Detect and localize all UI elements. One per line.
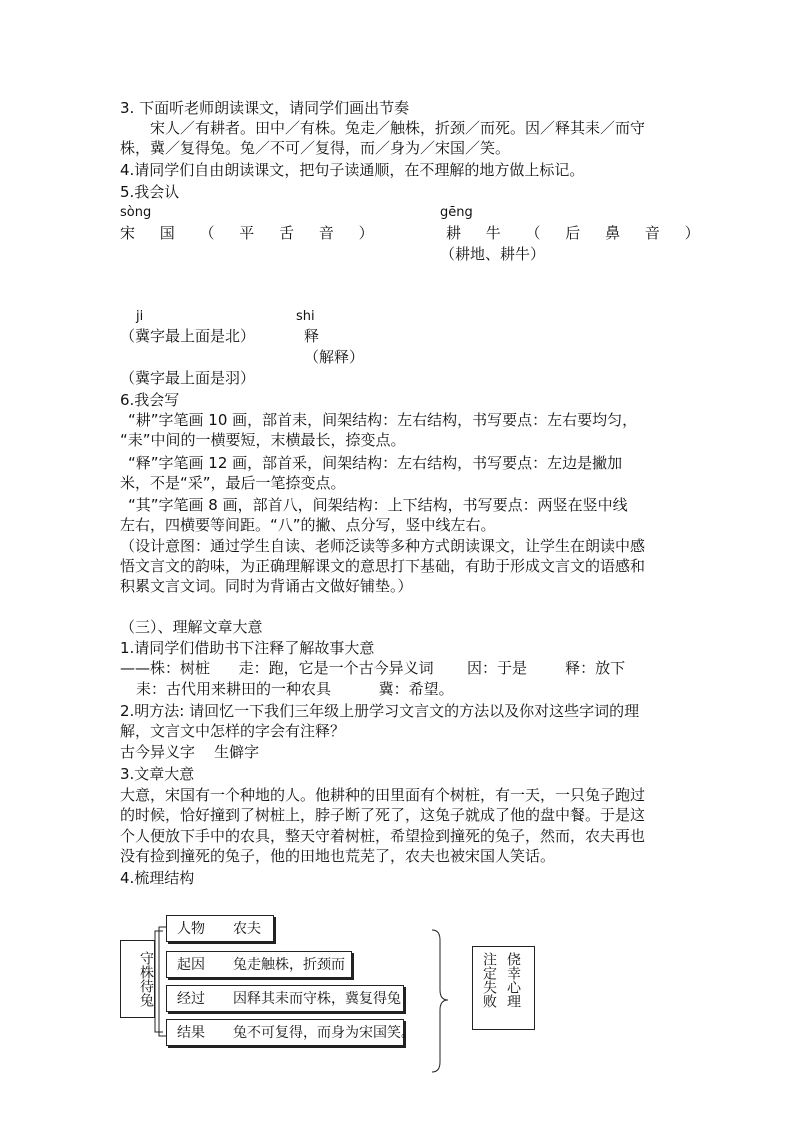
process-value: 因释其耒而守株，冀复得兔	[233, 991, 401, 1007]
section3-heading: 3. 下面听老师朗读课文，请同学们画出节奏	[120, 99, 410, 117]
design-intent-line-1: （设计意图：通过学生自读、老师泛读等多种方式朗读课文，让学生在朗读中感	[120, 537, 646, 555]
process-label: 经过	[177, 991, 205, 1007]
geng-niu-text: 耕 牛 （ 后 鼻 音 ）	[446, 224, 710, 242]
rhythm-line-2: 株，冀／复得兔。兔／不可／复得，而／身为／宋国／笑。	[120, 139, 511, 157]
section4-text: 4.请同学们自由朗读课文，把句子读通顺，在不理解的地方做上标记。	[120, 161, 585, 179]
design-intent-line-3: 积累文言文词。同时为背诵古文做好铺垫。）	[120, 577, 413, 595]
people-value: 农夫	[233, 921, 261, 937]
diagram-title-box	[120, 940, 155, 1018]
outcome-box	[472, 946, 535, 1030]
question-3: 3.文章大意	[120, 765, 195, 783]
question-2-answer: 古今异义字 生僻字	[120, 743, 260, 761]
qi-write-line-2: 左右，四横要等间距。“八”的撇、点分写，竖中线左右。	[120, 516, 496, 534]
result-value: 兔不可复得，而身为宋国笑。	[233, 1025, 415, 1041]
question-2-line-1: 2.明方法: 请回忆一下我们三年级上册学习文言文的方法以及你对这些字词的理	[120, 702, 640, 720]
shi-char: 释	[304, 327, 320, 345]
song-guo-text: 宋 国 （ 平 舌 音 ）	[120, 224, 384, 242]
diagram-title: 守株待兔	[138, 951, 154, 1007]
shi-words: （解释）	[304, 348, 365, 366]
summary-line-4: 没有捡到撞死的兔子，他的田地也荒芜了，农夫也被宋国人笑话。	[120, 847, 556, 865]
geng-write-line-1: “耕”字笔画 10 画，部首耒，间架结构：左右结构，书写要点：左右要均匀，	[128, 411, 638, 429]
shi-write-line-1: “释”字笔画 12 画，部首釆，间架结构：左右结构，书写要点：左边是撇加	[128, 454, 623, 472]
start-label: 起因	[177, 957, 205, 973]
result-box	[166, 1019, 415, 1046]
glossary-line-2: 耒：古代用来耕田的一种农具 冀：希望。	[136, 680, 454, 698]
section6-heading: 6.我会写	[120, 391, 180, 409]
geng-words: （耕地、耕牛）	[440, 245, 546, 263]
pinyin-song: sòng	[120, 205, 152, 220]
people-box	[166, 915, 274, 942]
outcome-fail: 注定失败	[481, 952, 497, 1008]
part3-heading: （三）、理解文章大意	[120, 618, 263, 636]
summary-line-2: 的时候，恰好撞到了树桩上，脖子断了死了，这兔子就成了他的盘中餐。于是这	[120, 806, 646, 824]
summary-line-3: 个人便放下手中的农具，整天守着树桩，希望捡到撞死的兔子，然而，农夫再也	[120, 827, 646, 845]
outcome-luck: 侥幸心理	[505, 952, 521, 1008]
design-intent-line-2: 悟文言文的韵味，为正确理解课文的意思打下基础，有助于形成文言文的语感和	[120, 557, 646, 575]
question-2-line-2: 解，文言文中怎样的字会有注释？	[120, 722, 346, 740]
start-value: 兔走触株，折颈而	[233, 957, 345, 973]
ji-note-2: （冀字最上面是羽）	[120, 369, 256, 387]
question-4: 4.梳理结构	[120, 869, 195, 887]
start-box	[166, 951, 352, 978]
pinyin-ji: ji	[136, 309, 144, 324]
qi-write-line-1: “其”字笔画 8 画，部首八，间架结构：上下结构，书写要点：两竖在竖中线	[128, 496, 628, 514]
ji-note-1: （冀字最上面是北）	[120, 327, 256, 345]
pinyin-shi: shi	[296, 309, 315, 324]
glossary-line-1: ——株：树桩 走：跑，它是一个古今异义词 因：于是 释：放下	[120, 659, 626, 677]
pinyin-geng: gēng	[440, 205, 473, 220]
rhythm-line-1: 宋人／有耕者。田中／有株。兔走／触株，折颈／而死。因／释其耒／而守	[150, 119, 646, 137]
question-1: 1.请同学们借助书下注释了解故事大意	[120, 639, 375, 657]
shi-write-line-2: 米，不是“采”，最后一笔捺变点。	[120, 474, 346, 492]
people-label: 人物	[177, 921, 205, 937]
summary-line-1: 大意，宋国有一个种地的人。他耕种的田里面有个树桩，有一天，一只兔子跑过	[120, 786, 646, 804]
section5-heading: 5.我会认	[120, 183, 180, 201]
process-box	[166, 985, 404, 1012]
geng-write-line-2: “耒”中间的一横要短，末横最长，捺变点。	[120, 431, 406, 449]
result-label: 结果	[177, 1025, 205, 1041]
